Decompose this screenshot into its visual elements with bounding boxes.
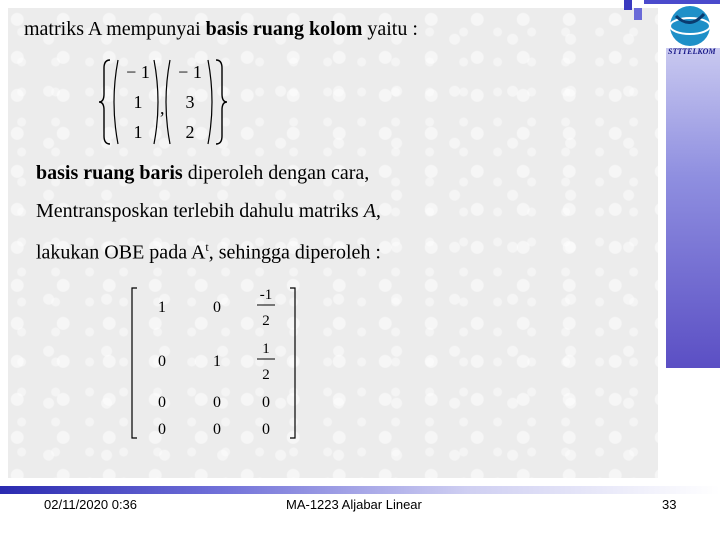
matrix-cell: 0 (158, 394, 166, 411)
line2-text: Mentransposkan terlebih dahulu matriks (36, 200, 364, 222)
left-brace (99, 60, 110, 144)
line3-text: lakukan OBE pada A (36, 241, 206, 264)
vector2-entry: 3 (185, 92, 195, 112)
logo-text: STTTELKOM (668, 47, 716, 56)
matrix-left-bracket (132, 288, 137, 438)
page-number: 33 (662, 497, 677, 512)
text-line-3 (36, 240, 381, 265)
decorative-strip (666, 48, 720, 368)
globe-icon (670, 6, 710, 46)
vector1-right-paren (154, 60, 158, 144)
matrix-cell: 0 (262, 394, 270, 411)
vector2-entry: 2 (185, 122, 195, 142)
matrix-cell: 0 (158, 421, 166, 438)
vector1-entry: 1 (133, 122, 143, 142)
heading-bold: basis ruang kolom (205, 18, 363, 40)
footer-bar (0, 486, 720, 494)
fraction-numerator: -1 (259, 287, 273, 303)
vector1-entry: − 1 (126, 62, 150, 82)
vector2-entry: − 1 (178, 62, 202, 82)
matrix-cell: 0 (213, 299, 221, 316)
matrix-cell: 1 (158, 299, 166, 316)
text-line-2 (36, 200, 381, 223)
footer-date: 02/11/2020 0:36 (44, 497, 138, 512)
column-space-basis (98, 56, 228, 148)
fraction-denominator: 2 (262, 313, 270, 329)
text-line-1 (36, 162, 369, 185)
right-brace (216, 60, 227, 144)
reduced-matrix (120, 282, 310, 442)
row-space-term: basis ruang baris (36, 162, 183, 184)
vector1-entry: 1 (133, 92, 143, 112)
matrix-cell: 1 (213, 353, 221, 370)
line3-text-end: , sehingga diperoleh : (208, 241, 381, 264)
vector2-right-paren (208, 60, 212, 144)
fraction-denominator: 2 (262, 367, 270, 383)
matrix-cell: 0 (213, 394, 221, 411)
footer-title: MA-1223 Aljabar Linear (286, 497, 422, 512)
logo-block (624, 0, 632, 10)
matrix-variable: A, (363, 200, 381, 222)
matrix-right-bracket (290, 288, 295, 438)
line1-text: diperoleh dengan cara, (182, 162, 370, 184)
logo-block (634, 8, 642, 20)
logo-block (644, 0, 720, 4)
matrix-cell: 0 (158, 353, 166, 370)
heading-suffix: yaitu : (362, 18, 418, 40)
matrix-cell: 0 (262, 421, 270, 438)
basis-separator: , (160, 98, 165, 118)
vector2-left-paren (166, 60, 170, 144)
slide-heading (24, 18, 418, 41)
matrix-cell: 0 (213, 421, 221, 438)
heading-prefix: matriks A mempunyai (24, 18, 206, 40)
vector1-left-paren (114, 60, 118, 144)
sttelkom-logo (620, 0, 720, 58)
fraction-numerator: 1 (262, 341, 270, 357)
transpose-superscript: t (205, 240, 209, 254)
